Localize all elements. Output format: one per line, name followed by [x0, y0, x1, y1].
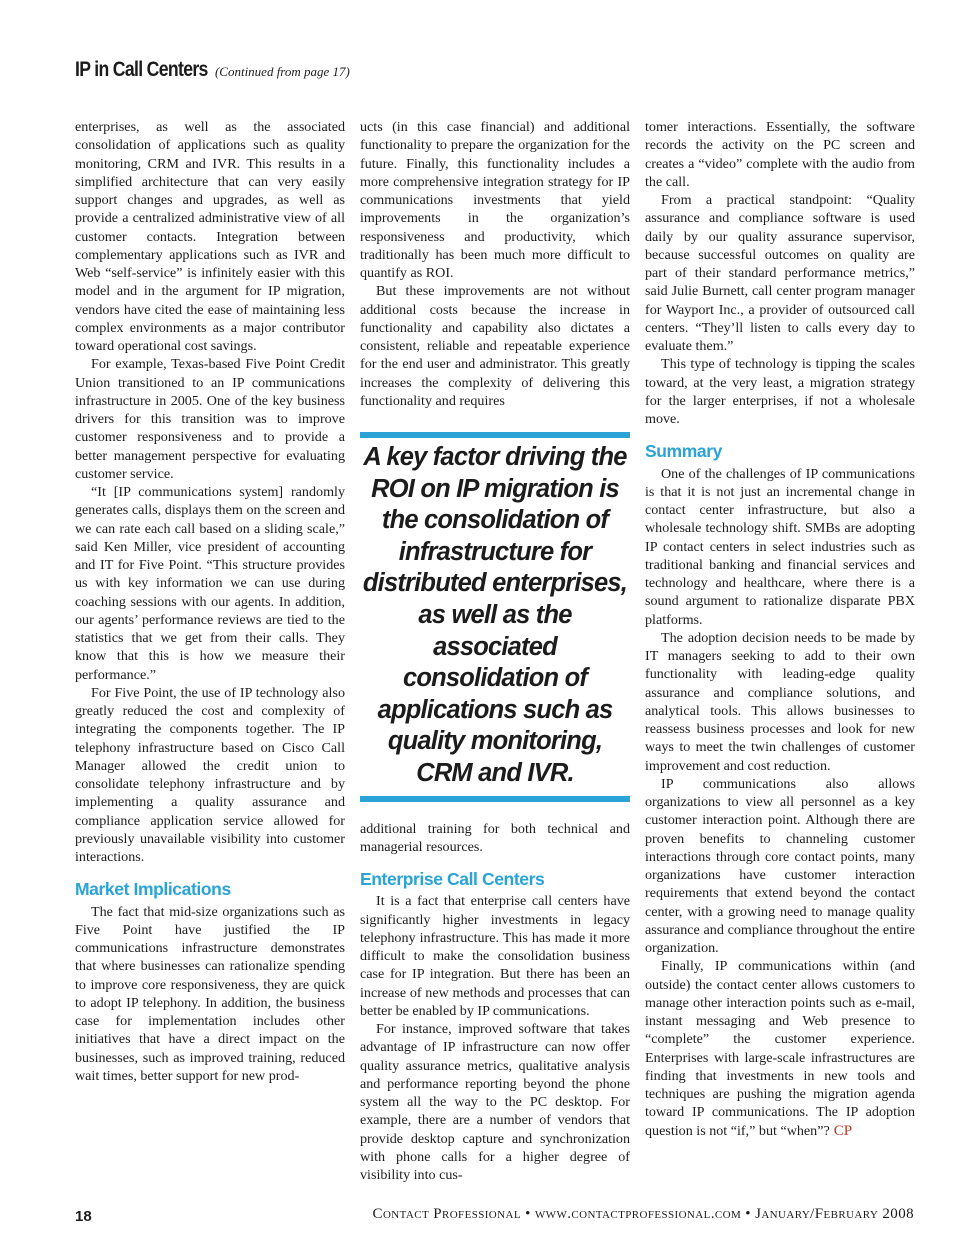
column-2 [360, 118, 630, 1184]
running-header [75, 58, 350, 82]
end-mark-cp: CP [833, 1122, 853, 1139]
subheading-enterprise-call-centers: Enterprise Call Centers [360, 869, 545, 890]
subheading-market-implications: Market Implications [75, 879, 231, 900]
paragraph: The fact that mid-size organizations such as Five Point have justified the IP communications infrastructure demonstrates that where businesses can rationalize spending to improve core responsiveness, they are quick to adopt IP telephony. In addition, the business case for implementation includes other initiatives that have a direct impact on the businesses, such as improved training, reduced wait times, better support for new prod- [75, 903, 345, 1084]
paragraph: For Five Point, the use of IP technology also greatly reduced the cost and complexity of integrating the components together. The IP telephony infrastructure based on Cisco Call Manager allowed the credit union to consolidate telephony infrastructure and by implementing a quality assurance and compliance application service allowed for previously unavailable visibility into customer interactions. [75, 684, 345, 865]
paragraph: The adoption decision needs to be made by IT managers seeking to add to their own functionality with leading-edge quality assurance and compliance solutions, and analytical tools. This allows businesses to reassess business processes and look for new ways to meet the twin challenges of customer improvement and cost reduction. [645, 629, 915, 774]
paragraph: additional training for both technical and managerial resources. [360, 820, 630, 855]
paragraph: IP communications also allows organizations to view all personnel as a key customer interaction point. Although there are proven benefits to channeling customer interactions through core contact points, many organizations have customer interaction requirements that extend beyond the contact center, with a growing need to manage quality assurance and compliance throughout the entire organization. [645, 775, 915, 956]
paragraph: This type of technology is tipping the scales toward, at the very least, a migration strategy for the larger enterprises, if not a wholesale move. [645, 356, 915, 427]
paragraph: But these improvements are not without additional costs because the increase in functionality and capability also dictates a consistent, reliable and repeatable experience for the end user and administrator. This greatly increases the complexity of delivering this functionality and requires [360, 283, 630, 409]
paragraph: From a practical standpoint: “Quality assurance and compliance software is used daily by our quality assurance supervisor, because successful outcomes on quality are part of their standard performance metrics,” said Julie Burnett, call center program manager for Wayport Inc., a provider of outsourced call centers. “They’ll listen to calls every day to evaluate them.” [645, 192, 915, 354]
paragraph: For instance, improved software that takes advantage of IP infrastructure can now offer quality assurance metrics, qualitative analysis and performance reporting beyond the phone system all the way to the PC desktop. For example, there are a number of vendors that provide desktop capture and synchronization with phone calls for a higher degree of visibility into cus- [360, 1021, 630, 1184]
page-number: 18 [75, 1208, 92, 1225]
paragraph: One of the challenges of IP communications is that it is not just an incremental change in contact center infrastructure, but also a wholesale technology shift. SMBs are adopting IP contact centers in select industries such as traditional banking and financial services and technology and healthcare, where there is a sound argument to rationalize disparate PBX platforms. [645, 465, 915, 628]
section-title: IP in Call Centers [75, 58, 208, 81]
subheading-summary: Summary [645, 441, 722, 462]
page-footer [0, 1206, 960, 1230]
paragraph: “It [IP communications system] randomly generates calls, displays them on the screen and we can rate each call based on a sliding scale,” said Ken Miller, vice president of accounting and IT for Five Point. “This structure provides us with key information we can use during coaching sessions with our agents. In addition, our agents’ performance reviews are tied to the statistics that we get from their calls. They know that this is how we measure their performance.” [75, 484, 345, 683]
continued-note: (Continued from page 17) [214, 64, 350, 79]
paragraph: ucts (in this case financial) and additional functionality to prepare the organization for the future. Finally, this functionality includes a more comprehensive integration strategy for IP communications investments that yield improvements in the organization’s responsiveness and productivity, which traditionally has been much more difficult to quantify as ROI. [360, 119, 630, 281]
column-3 [645, 118, 915, 1140]
final-paragraph-text: Finally, IP communications within (and outside) the contact center allows customers to manage other interaction points such as e-mail, instant messaging and Web presence to “complete” the customer experience. Enterprises with large-scale infrastructures are finding that investments in new tools and techniques are pushing the migration agenda toward IP communications. The IP adoption question is not “if,” but “when”? [645, 958, 915, 1139]
paragraph: It is a fact that enterprise call centers have significantly higher investments in legacy telephony infrastructure. This has made it more difficult to make the consolidation business case for IP integration. But there has been an increase of new methods and processes that can better be enabled by IP communications. [360, 893, 630, 1019]
paragraph-final [645, 957, 915, 1140]
pull-quote-text: A key factor driving the ROI on IP migration is the consolidation of infrastructure for distributed enterprises, as well as the associated consolidation of applications such as quality monitoring, CRM and IVR. [362, 443, 628, 787]
pull-quote-bottom-bar [360, 796, 630, 802]
paragraph: For example, Texas-based Five Point Credit Union transitioned to an IP communications infrastructure in 2005. One of the key business drivers for this transition was to improve customer responsiveness and to provide a better management perspective for evaluating customer service. [75, 356, 345, 482]
pull-quote [360, 432, 630, 802]
column-1 [75, 118, 345, 1085]
paragraph: tomer interactions. Essentially, the software records the activity on the PC screen and creates a “video” complete with the audio from the call. [645, 119, 915, 190]
publication-line: Contact Professional • www.contactprofessional.com • January/February 2008 [372, 1206, 914, 1222]
paragraph: enterprises, as well as the associated consolidation of applications such as quality monitoring, CRM and IVR. This results in a simplified architecture that can very easily support changes and upgrades, as well as provide a centralized administrative view of all customer contacts. Integration between complementary applications such as IVR and Web “self-service” is infinitely easier with this model and in the argument for IP migration, vendors have cited the ease of maintaining less complex environments as a major contributor toward operational cost savings. [75, 119, 345, 354]
